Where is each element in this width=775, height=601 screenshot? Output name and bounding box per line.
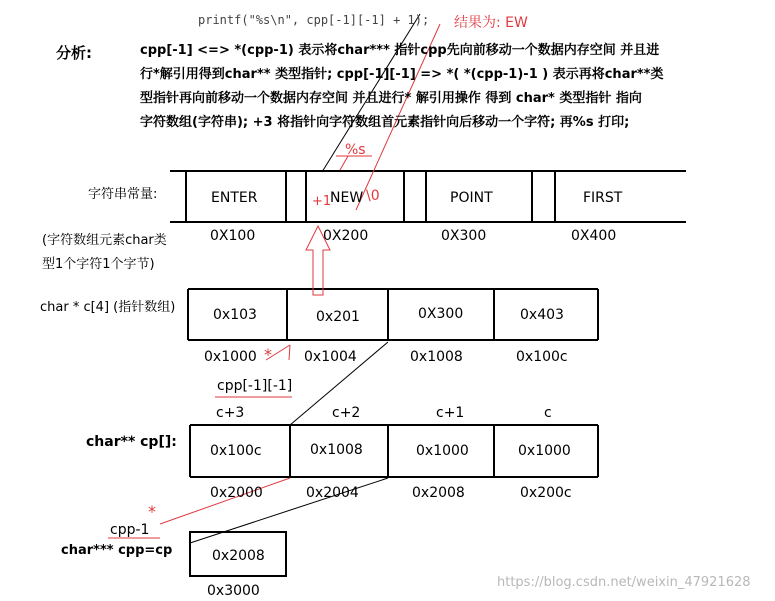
cp-header: c+2 <box>332 405 361 421</box>
c-array-cell: 0x103 <box>213 307 257 323</box>
cp-header: c+3 <box>216 405 245 421</box>
cp-array-cell: 0x1000 <box>518 443 571 459</box>
null-char-label: \0 <box>366 188 380 204</box>
string-cell: POINT <box>450 190 493 206</box>
cp-array-address: 0x2004 <box>306 485 359 501</box>
c-array-cell: 0X300 <box>418 306 464 322</box>
analysis-line: cpp[-1] <=> *(cpp-1) 表示将char*** 指针cpp先向前移动一个数据内存空间 并且进 <box>140 43 660 58</box>
cp-array-address: 0x200c <box>520 485 572 501</box>
c-array-address: 0x100c <box>516 349 568 365</box>
c-array-address: 0x1008 <box>410 349 463 365</box>
cpp-address: 0x3000 <box>207 583 260 599</box>
string-address: 0X200 <box>323 228 369 244</box>
strings-note-2: 型1个字符1个字节) <box>42 257 155 272</box>
c-array-cell: 0x403 <box>520 307 564 323</box>
percent-s-label: %s <box>345 142 366 158</box>
cp-header: c+1 <box>436 405 465 421</box>
cpp-minus-one: cpp-1 <box>110 522 150 538</box>
c-array-cell: 0x201 <box>316 309 360 325</box>
plus-one-label: +1 <box>312 194 332 209</box>
analysis-title: 分析: <box>56 44 92 62</box>
cp-array-address: 0x2008 <box>412 485 465 501</box>
string-cell: FIRST <box>583 190 623 206</box>
cpp-expr: cpp[-1][-1] <box>217 378 293 394</box>
cp-array-cell: 0x1000 <box>416 443 469 459</box>
deref-star-2: * <box>148 502 156 521</box>
cpp-value: 0x2008 <box>212 548 265 564</box>
c-array-address: 0x1000 <box>204 349 257 365</box>
cp-array-address: 0x2000 <box>210 485 263 501</box>
analysis-line: 型指针再向前移动一个数据内存空间 并且进行* 解引用操作 得到 char* 类型指针 指向 <box>140 91 642 106</box>
string-address: 0X300 <box>441 228 487 244</box>
cp-array-cell: 0x100c <box>210 443 262 459</box>
analysis-line: 字符数组(字符串); +3 将指针向字符数组首元素指针向后移动一个字符; 再%s 打印; <box>140 115 630 130</box>
analysis-text <box>140 39 770 135</box>
watermark: https://blog.csdn.net/weixin_47921628 <box>497 575 751 590</box>
c-array-label: char * c[4] (指针数组) <box>40 300 176 315</box>
c-array-address: 0x1004 <box>304 349 357 365</box>
cp-header: c <box>544 405 552 421</box>
string-address: 0X100 <box>210 228 256 244</box>
cp-array-label: char** cp[]: <box>86 434 177 450</box>
deref-star: * <box>264 345 272 364</box>
cp-array-cell: 0x1008 <box>310 442 363 458</box>
result-text: 结果为: EW <box>454 15 528 31</box>
string-address: 0X400 <box>571 228 617 244</box>
strings-label: 字符串常量: <box>88 187 158 202</box>
cpp-label: char*** cpp=cp <box>61 543 173 558</box>
string-cell: NEW <box>330 190 364 206</box>
analysis-line: 行*解引用得到char** 类型指针; cpp[-1][-1] => *( *(cpp-1)-1 ) 表示再将char**类 <box>140 67 664 82</box>
strings-note-1: (字符数组元素char类 <box>42 233 167 248</box>
code-line: printf("%s\n", cpp[-1][-1] + 1); <box>198 13 430 27</box>
string-cell: ENTER <box>211 190 258 206</box>
